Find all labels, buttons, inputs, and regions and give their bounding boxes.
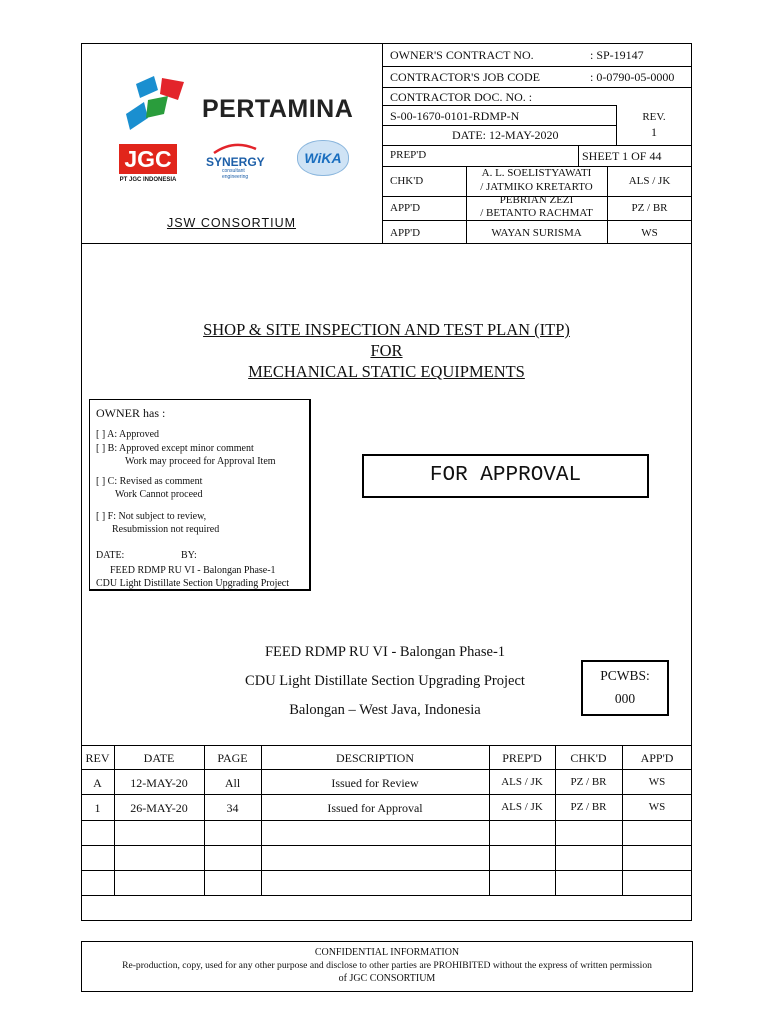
table-line: [81, 745, 692, 746]
header-row-line: [382, 105, 616, 106]
table-cell-date: 12-MAY-20: [130, 776, 188, 790]
status-stamp: FOR APPROVAL: [362, 454, 649, 498]
chkd-initials: ALS / JK: [628, 175, 671, 187]
pcwbs-label: PCWBS:: [600, 668, 650, 683]
doc-no-value: S-00-1670-0101-RDMP-N: [390, 109, 520, 123]
table-line: [81, 820, 692, 821]
owner-contract-value: : SP-19147: [590, 48, 644, 62]
consortium-label: JSW CONSORTIUM: [166, 216, 297, 230]
table-header-date: DATE: [143, 751, 175, 765]
owner-contract-label: OWNER'S CONTRACT NO.: [390, 48, 534, 62]
doc-date: DATE: 12-MAY-2020: [452, 128, 559, 142]
project-line-3: Balongan – West Java, Indonesia: [289, 702, 481, 718]
table-cell-chkd: PZ / BR: [570, 801, 607, 813]
owner-option-b: [ ] B: Approved except minor comment: [96, 443, 254, 454]
footer-line-3: of JGC CONSORTIUM: [338, 973, 436, 984]
rev-divider: [616, 105, 617, 145]
project-line-2: CDU Light Distillate Section Upgrading Project: [245, 673, 525, 689]
table-cell-description: Issued for Review: [331, 776, 419, 790]
owner-heading: OWNER has :: [96, 406, 166, 420]
table-col-line: [622, 745, 623, 895]
table-cell-page: 34: [226, 801, 239, 815]
footer-line-2: Re-production, copy, used for any other purpose and disclose to other parties are PROHIBITED without the express of written permission: [122, 960, 652, 971]
header-row-line: [382, 220, 692, 221]
appd2-initials: WS: [641, 227, 658, 239]
table-cell-rev: 1: [94, 801, 101, 815]
rev-value: 1: [651, 125, 657, 139]
table-header-prepd: PREP'D: [502, 751, 542, 765]
doc-title-line-3: MECHANICAL STATIC EQUIPMENTS: [248, 362, 525, 381]
appd-name-1: PEBRIAN ZEZI: [499, 194, 574, 206]
job-code-value: : 0-0790-05-0000: [590, 70, 675, 84]
doc-title-line-2: FOR: [370, 341, 403, 360]
header-row-line: [382, 66, 692, 67]
owner-project-line-1: FEED RDMP RU VI - Balongan Phase-1: [110, 565, 276, 576]
owner-option-f-note: Resubmission not required: [112, 524, 220, 535]
owner-option-b-note: Work may proceed for Approval Item: [125, 456, 276, 467]
owner-option-a: [ ] A: Approved: [96, 429, 160, 440]
appd2-name: WAYAN SURISMA: [491, 227, 582, 239]
appd2-label: APP'D: [390, 227, 421, 239]
appd-label: APP'D: [390, 202, 421, 214]
table-col-line: [489, 745, 490, 895]
table-header-description: DESCRIPTION: [335, 751, 414, 765]
chkd-name-1: A. L. SOELISTYAWATI: [481, 167, 592, 179]
header-divider: [382, 43, 383, 243]
owner-option-f: [ ] F: Not subject to review,: [96, 511, 207, 522]
table-col-line: [114, 745, 115, 895]
synergy-logo: SYNERGY: [206, 155, 265, 169]
pertamina-logo-icon: [118, 72, 198, 132]
appd-name-2: / BETANTO RACHMAT: [480, 207, 593, 219]
table-col-line: [555, 745, 556, 895]
owner-option-c: [ ] C: Revised as comment: [96, 476, 203, 487]
header-row-line: [382, 145, 692, 146]
table-cell-chkd: PZ / BR: [570, 776, 607, 788]
doc-title-line-1: SHOP & SITE INSPECTION AND TEST PLAN (ITP): [203, 320, 570, 339]
table-line: [81, 870, 692, 871]
owner-by-label: BY:: [181, 550, 197, 561]
jgc-logo: JGC: [119, 144, 177, 174]
project-line-1: FEED RDMP RU VI - Balongan Phase-1: [264, 644, 506, 660]
owner-option-c-note: Work Cannot proceed: [115, 489, 203, 500]
doc-no-label: CONTRACTOR DOC. NO. :: [390, 90, 533, 104]
header-row-line: [382, 87, 692, 88]
table-cell-rev: A: [93, 776, 102, 790]
table-line: [81, 769, 692, 770]
table-header-appd: APP'D: [640, 751, 674, 765]
sheet-value: SHEET 1 OF 44: [582, 149, 662, 163]
header-row-line: [382, 125, 616, 126]
chkd-name-2: / JATMIKO KRETARTO: [480, 181, 593, 193]
table-cell-description: Issued for Approval: [327, 801, 423, 815]
wika-logo: WiKA: [297, 140, 349, 176]
footer-line-1: CONFIDENTIAL INFORMATION: [314, 947, 460, 958]
table-col-line: [261, 745, 262, 895]
table-col-line: [204, 745, 205, 895]
table-header-chkd: CHK'D: [570, 751, 607, 765]
table-header-rev: REV: [85, 751, 110, 765]
owner-date-label: DATE:: [96, 550, 125, 561]
pcwbs-value: 000: [614, 691, 636, 706]
pertamina-wordmark: PERTAMINA: [202, 95, 354, 123]
rev-label: REV.: [642, 111, 666, 123]
table-line: [81, 895, 692, 896]
table-line: [81, 845, 692, 846]
table-cell-date: 26-MAY-20: [130, 801, 188, 815]
table-cell-appd: WS: [648, 801, 666, 813]
table-cell-page: All: [224, 776, 241, 790]
table-cell-prepd: ALS / JK: [501, 776, 543, 788]
table-header-page: PAGE: [217, 751, 248, 765]
header-bottom-line: [81, 243, 692, 244]
table-cell-prepd: ALS / JK: [501, 801, 543, 813]
jgc-subtitle: PT JGC INDONESIA: [119, 177, 177, 183]
table-cell-appd: WS: [648, 776, 666, 788]
table-line: [81, 794, 692, 795]
sheet-divider: [578, 145, 579, 166]
prepd-label: PREP'D: [390, 149, 427, 161]
synergy-subtitle: consultant engineering: [222, 168, 249, 180]
owner-project-line-2: CDU Light Distillate Section Upgrading Project: [96, 578, 290, 589]
appd-initials: PZ / BR: [631, 202, 668, 214]
synergy-swoosh-icon: [210, 141, 260, 155]
chkd-label: CHK'D: [390, 175, 424, 187]
job-code-label: CONTRACTOR'S JOB CODE: [390, 70, 540, 84]
